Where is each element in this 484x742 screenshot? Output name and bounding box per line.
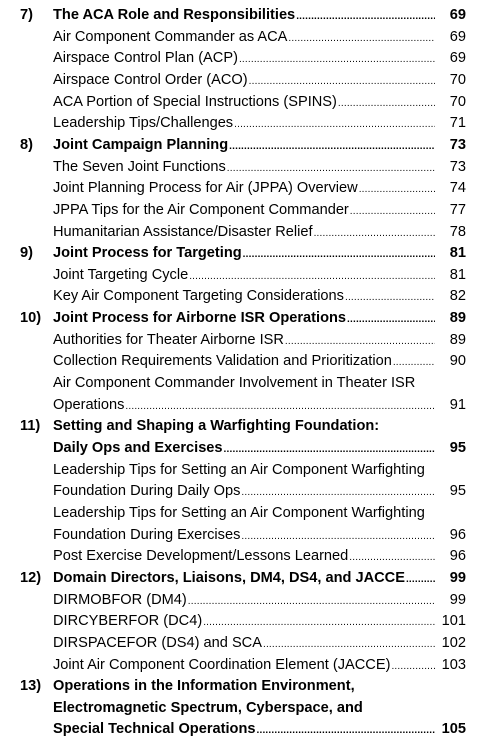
section-number: 9) (20, 245, 33, 262)
entry-title: Airspace Control Plan (ACP) ..... (53, 47, 435, 71)
page-number: 71 (449, 115, 466, 132)
page-number: 101 (441, 613, 466, 630)
toc-entry-row (0, 372, 484, 394)
page-number: 90 (449, 353, 466, 370)
toc-entry-row (0, 610, 484, 632)
entry-title: Joint Air Component Coordination Element (JACCE) ..... (53, 654, 435, 678)
toc-entry-row (0, 221, 484, 243)
page-number: 99 (449, 591, 466, 608)
toc-entry-row (0, 718, 484, 740)
entry-title: Air Component Commander Involvement in Theater ISR (53, 375, 416, 392)
toc-entry-row (0, 350, 484, 372)
entry-title: JPPA Tips for the Air Component Commander ..... (53, 199, 435, 223)
entry-title: The ACA Role and Responsibilities ..... (53, 4, 435, 28)
page-number: 95 (449, 440, 466, 456)
entry-title: Operations ..... (53, 394, 435, 418)
page-number: 91 (449, 396, 466, 413)
entry-title: DIRMOBFOR (DM4) ..... (53, 589, 435, 613)
entry-title: Joint Targeting Cycle ..... (53, 264, 435, 288)
entry-title: Joint Process for Targeting ..... (53, 242, 435, 266)
page-number: 96 (449, 548, 466, 565)
toc-entry-row (0, 394, 484, 416)
page-number: 89 (449, 310, 466, 327)
toc-entry-row (0, 264, 484, 286)
entry-title: Air Component Commander as ACA ..... (53, 26, 435, 50)
toc-section-row (0, 415, 484, 437)
toc-entry-row (0, 69, 484, 91)
section-number: 8) (20, 136, 33, 153)
entry-title: Daily Ops and Exercises ..... (53, 437, 435, 461)
section-number: 7) (20, 7, 33, 23)
toc-section-row (0, 307, 484, 329)
toc-entry-row (0, 589, 484, 611)
page-number: 74 (449, 180, 466, 197)
page-number: 77 (449, 201, 466, 218)
page-number: 105 (441, 721, 466, 738)
section-number: 11) (20, 418, 41, 435)
page-number: 70 (449, 93, 466, 110)
entry-title: DIRCYBERFOR (DC4) ..... (53, 610, 435, 634)
page-number: 102 (441, 634, 466, 651)
toc-entry-row (0, 545, 484, 567)
toc-entry-row (0, 112, 484, 134)
entry-title: Setting and Shaping a Warfighting Foundation: (53, 418, 380, 435)
toc-section-row (0, 4, 484, 26)
entry-title: DIRSPACEFOR (DS4) and SCA ..... (53, 632, 435, 656)
toc-entry-row (0, 91, 484, 113)
entry-title: Special Technical Operations ..... (53, 718, 435, 742)
entry-title: ACA Portion of Special Instructions (SPINS) ..... (53, 91, 435, 115)
section-number: 12) (20, 569, 42, 586)
entry-title: Leadership Tips/Challenges ..... (53, 112, 435, 136)
toc-section-row (0, 134, 484, 156)
entry-title: The Seven Joint Functions ..... (53, 156, 435, 180)
toc-entry-row (0, 199, 484, 221)
page-number: 73 (449, 136, 466, 153)
toc-entry-row (0, 459, 484, 481)
entry-title: Collection Requirements Validation and Prioritization ..... (53, 350, 435, 374)
section-number: 13) (20, 678, 42, 695)
page-number: 69 (449, 28, 466, 45)
page-number: 103 (441, 656, 466, 673)
page-number: 69 (449, 50, 466, 67)
toc-entry-row (0, 285, 484, 307)
toc-section-row (0, 567, 484, 589)
page-number: 73 (449, 158, 466, 175)
toc-entry-row (0, 329, 484, 351)
entry-title: Joint Planning Process for Air (JPPA) Overview ..... (53, 177, 435, 201)
entry-title: Domain Directors, Liaisons, DM4, DS4, and JACCE ..... (53, 567, 435, 591)
page-number: 96 (449, 526, 466, 543)
toc-section-row (0, 242, 484, 264)
toc-entry-row (0, 502, 484, 524)
page-number: 78 (449, 223, 466, 240)
toc-entry-row (0, 654, 484, 676)
toc-section-row (0, 675, 484, 697)
entry-title: Leadership Tips for Setting an Air Component Warfighting (53, 461, 425, 478)
page-number: 95 (449, 483, 466, 500)
entry-title: Foundation During Daily Ops ..... (53, 480, 435, 504)
toc-entry-row (0, 156, 484, 178)
entry-title: Foundation During Exercises ..... (53, 524, 435, 548)
toc-entry-row (0, 47, 484, 69)
page-number: 70 (449, 71, 466, 88)
toc-entry-row (0, 437, 484, 459)
page-number: 81 (449, 266, 466, 283)
page-number: 82 (449, 288, 466, 305)
page-number: 81 (449, 245, 466, 262)
toc-entry-row (0, 697, 484, 719)
toc-entry-row (0, 177, 484, 199)
page-number: 99 (449, 569, 466, 586)
toc-entry-row (0, 524, 484, 546)
entry-title: Leadership Tips for Setting an Air Component Warfighting (53, 504, 425, 521)
entry-title: Airspace Control Order (ACO) ..... (53, 69, 435, 93)
toc-entry-row (0, 480, 484, 502)
page-number: 89 (449, 331, 466, 348)
entry-title: Joint Campaign Planning ..... (53, 134, 435, 158)
entry-title: Humanitarian Assistance/Disaster Relief ..... (53, 221, 435, 245)
toc-entry-row (0, 26, 484, 48)
page-number: 69 (449, 7, 466, 23)
entry-title: Electromagnetic Spectrum, Cyberspace, and (53, 699, 363, 716)
entry-title: Authorities for Theater Airborne ISR ..... (53, 329, 435, 353)
entry-title: Key Air Component Targeting Considerations ..... (53, 285, 435, 309)
section-number: 10) (20, 310, 42, 327)
toc-entry-row (0, 632, 484, 654)
entry-title: Joint Process for Airborne ISR Operations ..... (53, 307, 435, 331)
entry-title: Operations in the Information Environment, (53, 678, 355, 695)
entry-title: Post Exercise Development/Lessons Learned ..... (53, 545, 435, 569)
